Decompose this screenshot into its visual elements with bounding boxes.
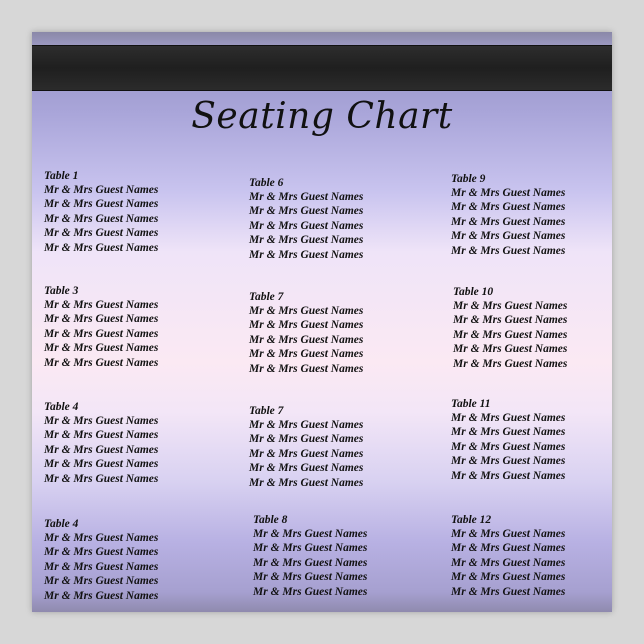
guest-line: Mr & Mrs Guest Names (44, 212, 159, 225)
table-label: Table 10 (453, 286, 494, 298)
guest-line: Mr & Mrs Guest Names (453, 328, 568, 341)
guest-line: Mr & Mrs Guest Names (253, 556, 368, 569)
guest-line: Mr & Mrs Guest Names (249, 191, 364, 203)
table-label: Table 3 (44, 285, 79, 297)
guest-line: Mr & Mrs Guest Names (249, 219, 364, 232)
page-title: Seating Chart (191, 96, 453, 137)
table-label: Table 4 (44, 401, 79, 413)
table-block (453, 286, 612, 371)
header-band (32, 45, 612, 91)
guest-line: Mr & Mrs Guest Names (453, 343, 568, 356)
guest-line: Mr & Mrs Guest Names (44, 443, 159, 456)
guest-line: Mr & Mrs Guest Names (249, 419, 364, 431)
guest-line: Mr & Mrs Guest Names (451, 585, 566, 598)
guest-line: Mr & Mrs Guest Names (253, 542, 368, 555)
table-block (451, 173, 612, 258)
table-label: Table 6 (249, 177, 284, 189)
guest-line: Mr & Mrs Guest Names (451, 440, 566, 453)
guest-line: Mr & Mrs Guest Names (453, 357, 568, 370)
guest-line: Mr & Mrs Guest Names (249, 319, 364, 332)
guest-line: Mr & Mrs Guest Names (249, 348, 364, 361)
guest-line: Mr & Mrs Guest Names (44, 356, 159, 369)
guest-line: Mr & Mrs Guest Names (44, 327, 159, 340)
guest-line: Mr & Mrs Guest Names (253, 571, 368, 584)
guest-line: Mr & Mrs Guest Names (44, 313, 159, 326)
guest-line: Mr & Mrs Guest Names (451, 528, 566, 540)
table-block (249, 405, 419, 490)
guest-line: Mr & Mrs Guest Names (44, 472, 159, 485)
table-block (451, 514, 612, 599)
table-label: Table 9 (451, 173, 486, 185)
guest-line: Mr & Mrs Guest Names (451, 244, 566, 257)
table-label: Table 8 (253, 514, 288, 526)
guest-line: Mr & Mrs Guest Names (44, 560, 159, 573)
guest-line: Mr & Mrs Guest Names (44, 589, 159, 602)
table-label: Table 4 (44, 518, 79, 530)
guest-line: Mr & Mrs Guest Names (44, 575, 159, 588)
guest-line: Mr & Mrs Guest Names (249, 433, 364, 446)
guest-line: Mr & Mrs Guest Names (44, 227, 159, 240)
table-block (44, 170, 214, 255)
guest-line: Mr & Mrs Guest Names (44, 299, 159, 311)
guest-line: Mr & Mrs Guest Names (249, 234, 364, 247)
guest-line: Mr & Mrs Guest Names (249, 447, 364, 460)
guest-line: Mr & Mrs Guest Names (451, 455, 566, 468)
guest-line: Mr & Mrs Guest Names (44, 415, 159, 427)
table-block (44, 518, 214, 603)
guest-line: Mr & Mrs Guest Names (451, 412, 566, 424)
guest-line: Mr & Mrs Guest Names (451, 426, 566, 439)
table-block (451, 398, 612, 483)
table-label: Table 12 (451, 514, 492, 526)
table-block (249, 177, 419, 262)
table-label: Table 7 (249, 291, 284, 303)
guest-line: Mr & Mrs Guest Names (44, 546, 159, 559)
guest-line: Mr & Mrs Guest Names (44, 429, 159, 442)
table-label: Table 7 (249, 405, 284, 417)
guest-line: Mr & Mrs Guest Names (451, 571, 566, 584)
guest-line: Mr & Mrs Guest Names (44, 342, 159, 355)
table-block (249, 291, 419, 376)
table-block (44, 285, 214, 370)
guest-line: Mr & Mrs Guest Names (44, 198, 159, 211)
guest-line: Mr & Mrs Guest Names (451, 215, 566, 228)
top-stripe (32, 32, 612, 45)
guest-line: Mr & Mrs Guest Names (44, 241, 159, 254)
guest-line: Mr & Mrs Guest Names (44, 458, 159, 471)
guest-line: Mr & Mrs Guest Names (253, 528, 368, 540)
guest-line: Mr & Mrs Guest Names (249, 305, 364, 317)
guest-line: Mr & Mrs Guest Names (451, 187, 566, 199)
table-block (253, 514, 423, 599)
guest-line: Mr & Mrs Guest Names (249, 333, 364, 346)
table-label: Table 11 (451, 398, 491, 410)
guest-line: Mr & Mrs Guest Names (249, 248, 364, 261)
guest-line: Mr & Mrs Guest Names (451, 230, 566, 243)
guest-line: Mr & Mrs Guest Names (249, 362, 364, 375)
guest-line: Mr & Mrs Guest Names (253, 585, 368, 598)
guest-line: Mr & Mrs Guest Names (44, 184, 159, 196)
guest-line: Mr & Mrs Guest Names (451, 201, 566, 214)
guest-line: Mr & Mrs Guest Names (453, 314, 568, 327)
table-block (44, 401, 214, 486)
seating-chart-poster (32, 32, 612, 612)
table-label: Table 1 (44, 170, 79, 182)
guest-line: Mr & Mrs Guest Names (451, 556, 566, 569)
guest-line: Mr & Mrs Guest Names (249, 476, 364, 489)
guest-line: Mr & Mrs Guest Names (453, 300, 568, 312)
guest-line: Mr & Mrs Guest Names (451, 469, 566, 482)
guest-line: Mr & Mrs Guest Names (44, 532, 159, 544)
guest-line: Mr & Mrs Guest Names (249, 205, 364, 218)
guest-line: Mr & Mrs Guest Names (451, 542, 566, 555)
guest-line: Mr & Mrs Guest Names (249, 462, 364, 475)
